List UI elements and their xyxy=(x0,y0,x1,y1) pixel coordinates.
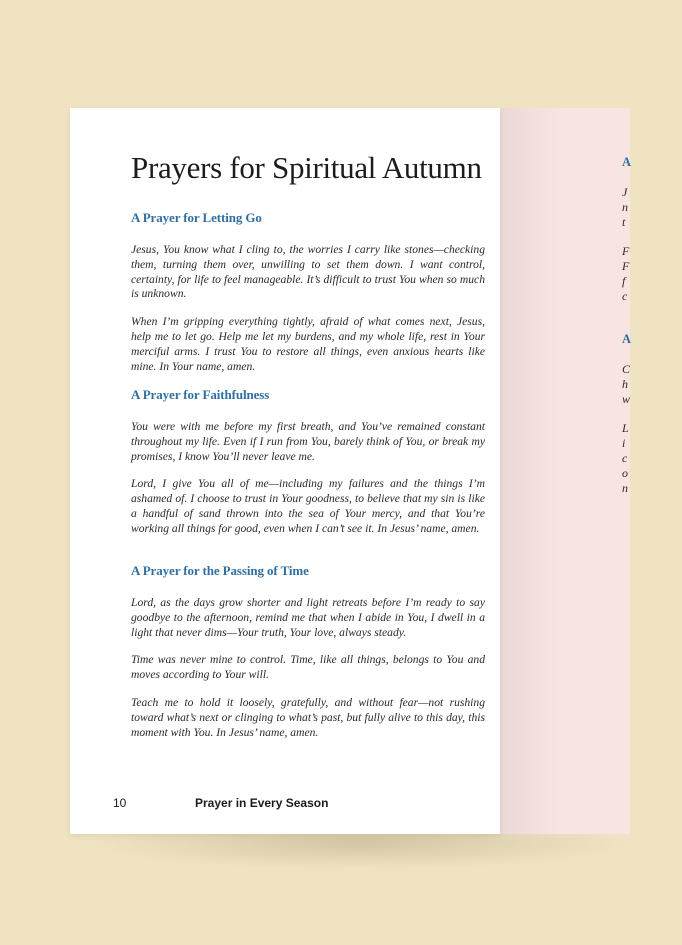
right-page-fragment: i xyxy=(622,436,626,450)
right-page-fragment: t xyxy=(622,215,626,229)
right-page-fragment: c xyxy=(622,289,628,303)
right-page-fragment: F xyxy=(622,244,630,258)
right-page-fragment: c xyxy=(622,451,628,465)
right-page-fragment: n xyxy=(622,200,628,214)
prayer-paragraph: Jesus, You know what I cling to, the worries I carry like stones—checking them, turning them over, unwilling to set them down. I want control, certainty, for life to feel manageable. It’s difficult to trust You when so much is unknown. xyxy=(131,243,485,301)
prayer-paragraph: You were with me before my first breath, and You’ve remained constant throughout my life. Even if I run from You, barely think of You, or break my promises, I know You’ll never leave me. xyxy=(131,420,485,463)
prayer-section-passing-of-time xyxy=(131,563,485,753)
right-page-fragment: h xyxy=(622,377,628,391)
page-shadow xyxy=(90,830,630,870)
right-page-fragment: J xyxy=(622,185,628,199)
left-page xyxy=(70,108,500,834)
prayer-paragraph: Time was never mine to control. Time, like all things, belongs to You and moves according to Your will. xyxy=(131,653,485,682)
right-page-fragment: L xyxy=(622,421,629,435)
running-footer-title: Prayer in Every Season xyxy=(195,796,329,810)
page-number: 10 xyxy=(113,796,127,810)
prayer-heading: A Prayer for Faithfulness xyxy=(131,387,270,402)
page-gutter xyxy=(500,108,560,834)
right-page-fragment: f xyxy=(622,274,626,288)
prayer-paragraph: When I’m gripping everything tightly, afraid of what comes next, Jesus, help me to let go. Help me let my burdens, and my whole life, rest in Your merciful arms. I trust You to restore all things, even anxious hearts like mine. In Your name, amen. xyxy=(131,315,485,373)
prayer-paragraph: Lord, as the days grow shorter and light retreats before I’m ready to say goodbye to the afternoon, remind me that when I abide in You, I dwell in a light that never dims—Your truth, Your love, always steady. xyxy=(131,596,485,639)
right-page-fragment: o xyxy=(622,466,628,480)
prayer-section-faithfulness xyxy=(131,387,485,550)
right-page-fragment: n xyxy=(622,481,628,495)
right-page-fragment: w xyxy=(622,392,631,406)
right-page-fragment: A xyxy=(622,155,632,169)
prayer-heading: A Prayer for the Passing of Time xyxy=(131,563,309,578)
page-title: Prayers for Spiritual Autumn xyxy=(131,150,482,185)
right-page-fragment: C xyxy=(622,362,631,376)
prayer-heading: A Prayer for Letting Go xyxy=(131,210,262,225)
right-page-fragment: A xyxy=(622,332,632,346)
prayer-section-letting-go xyxy=(131,210,485,387)
right-page-fragment: F xyxy=(622,259,630,273)
prayer-paragraph: Lord, I give You all of me—including my failures and the things I’m ashamed of. I choose to trust in Your goodness, to believe that my sin is like a handful of sand thrown into the sea of Your mercy, and that You’re working all things for good, even when I can’t see it. In Jesus’ name, amen. xyxy=(131,477,485,535)
right-page xyxy=(500,108,630,834)
prayer-paragraph: Teach me to hold it loosely, gratefully, and without fear—not rushing toward what’s next or clinging to what’s past, but fully alive to this day, this moment with You. In Jesus’ name, amen. xyxy=(131,695,485,739)
